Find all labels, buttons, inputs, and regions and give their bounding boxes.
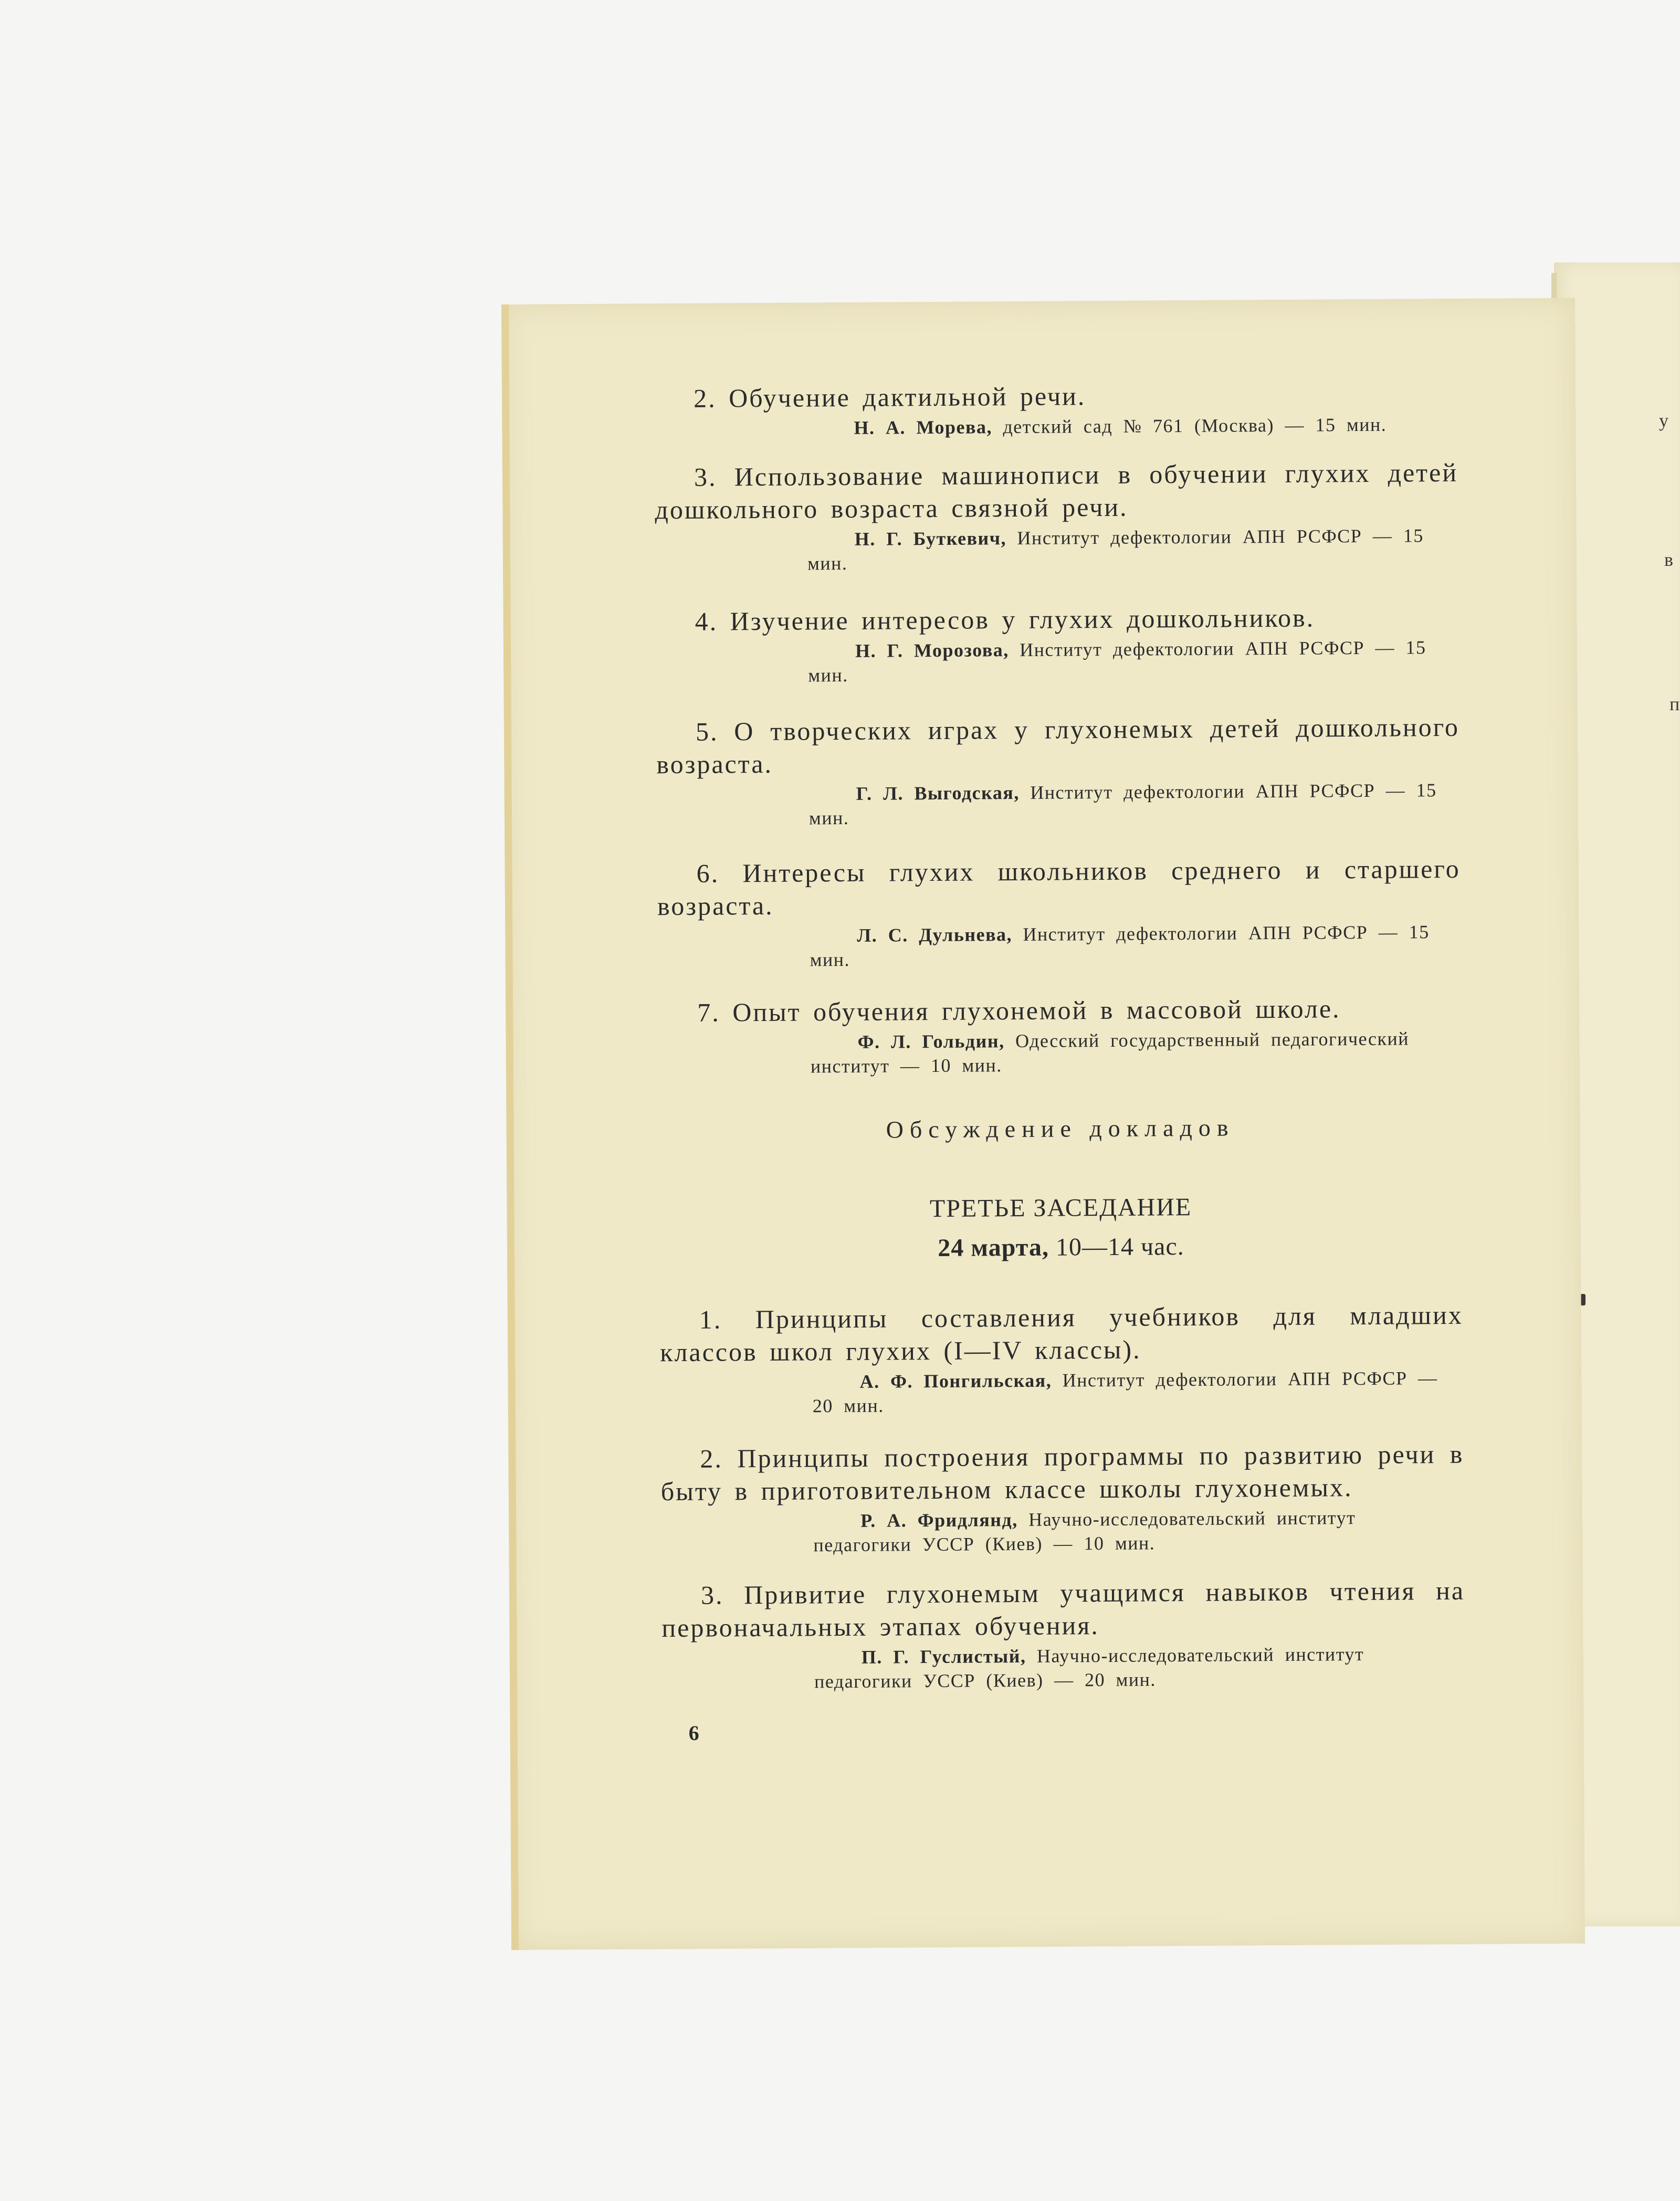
report-author	[662, 1641, 1466, 1694]
author-affiliation: Научно-исследовательский институт педагогики УССР (Киев) — 10 мин.	[813, 1507, 1356, 1556]
author-name: Г. Л. Выгодская,	[856, 782, 1020, 804]
author-affiliation: Институт дефектологии АПН РСФСР — 15 мин.	[807, 525, 1424, 574]
session-title: ТРЕТЬЕ ЗАСЕДАНИЕ	[929, 1193, 1192, 1223]
author-name: Н. Г. Морозова,	[855, 639, 1009, 661]
report-item	[655, 456, 1458, 576]
report-item	[658, 992, 1462, 1079]
report-author	[656, 635, 1460, 688]
report-author	[658, 1026, 1462, 1079]
author-name: Л. С. Дульнева,	[857, 924, 1013, 946]
author-affiliation: Одесский государственный педагогический институт — 10 мин.	[810, 1028, 1410, 1077]
session-date-day: 24 марта,	[938, 1233, 1049, 1262]
author-affiliation: Научно-исследовательский институт педагогики УССР (Киев) — 20 мин.	[814, 1644, 1364, 1692]
report-title: 4. Изучение интересов у глухих дошкольников.	[695, 603, 1315, 636]
author-name: Н. Г. Буткевич,	[854, 528, 1007, 550]
report-author	[654, 412, 1457, 441]
author-affiliation: детский сад № 761 (Москва) — 15 мин.	[1003, 414, 1387, 438]
session-date	[659, 1230, 1463, 1264]
report-item	[657, 852, 1461, 973]
report-item	[654, 377, 1458, 441]
author-name: П. Г. Гуслистый,	[861, 1645, 1026, 1668]
report-title: 2. Принципы построения программы по развитию речи в быту в приготовительном классе школы глухонемых.	[660, 1439, 1464, 1507]
author-name: Н. А. Морева,	[854, 416, 993, 438]
report-item	[656, 601, 1460, 688]
report-item	[656, 711, 1460, 831]
report-title: 1. Принципы составления учебников для младших классов школ глухих (I—IV классы).	[660, 1300, 1463, 1367]
author-affiliation: Институт дефектологии АПН РСФСР — 15 мин.	[810, 921, 1430, 971]
page-number: 6	[688, 1721, 699, 1745]
author-name: А. Ф. Понгильская,	[859, 1370, 1052, 1392]
facing-page-fragment: у	[1659, 410, 1668, 431]
report-author	[657, 920, 1461, 973]
facing-page-fragment: п	[1670, 693, 1680, 714]
report-author	[661, 1505, 1465, 1558]
author-affiliation: Институт дефектологии АПН РСФСР — 20 мин.	[812, 1367, 1438, 1417]
author-name: Р. А. Фридлянд,	[860, 1509, 1018, 1531]
discussion-heading: Обсуждение докладов	[886, 1114, 1235, 1143]
report-title: 5. О творческих играх у глухонемых детей дошкольного возраста.	[656, 712, 1460, 780]
report-title: 3. Привитие глухонемым учащимся навыков чтения на первоначальных этапах обучения.	[662, 1575, 1465, 1643]
report-title: 7. Опыт обучения глухонемой в массовой школе.	[697, 994, 1341, 1027]
report-title: 6. Интересы глухих школьников среднего и старшего возраста.	[657, 854, 1461, 921]
report-author	[657, 778, 1461, 831]
report-author	[655, 523, 1459, 576]
document-page	[501, 298, 1585, 1950]
facing-page-fragment: в	[1664, 549, 1673, 570]
author-affiliation: Институт дефектологии АПН РСФСР — 15 мин.	[808, 780, 1437, 829]
report-item	[660, 1438, 1464, 1558]
session-time: 10—14 час.	[1055, 1233, 1184, 1261]
report-item	[660, 1299, 1464, 1419]
report-item	[662, 1574, 1465, 1694]
report-title: 2. Обучение дактильной речи.	[693, 381, 1086, 413]
report-author	[660, 1366, 1464, 1419]
author-affiliation: Институт дефектологии АПН РСФСР — 15 мин.	[808, 637, 1426, 686]
page-edge	[501, 304, 519, 1950]
author-name: Ф. Л. Гольдин,	[857, 1030, 1005, 1052]
report-title: 3. Использование машинописи в обучении глухих детей дошкольного возраста связной речи.	[655, 457, 1458, 525]
